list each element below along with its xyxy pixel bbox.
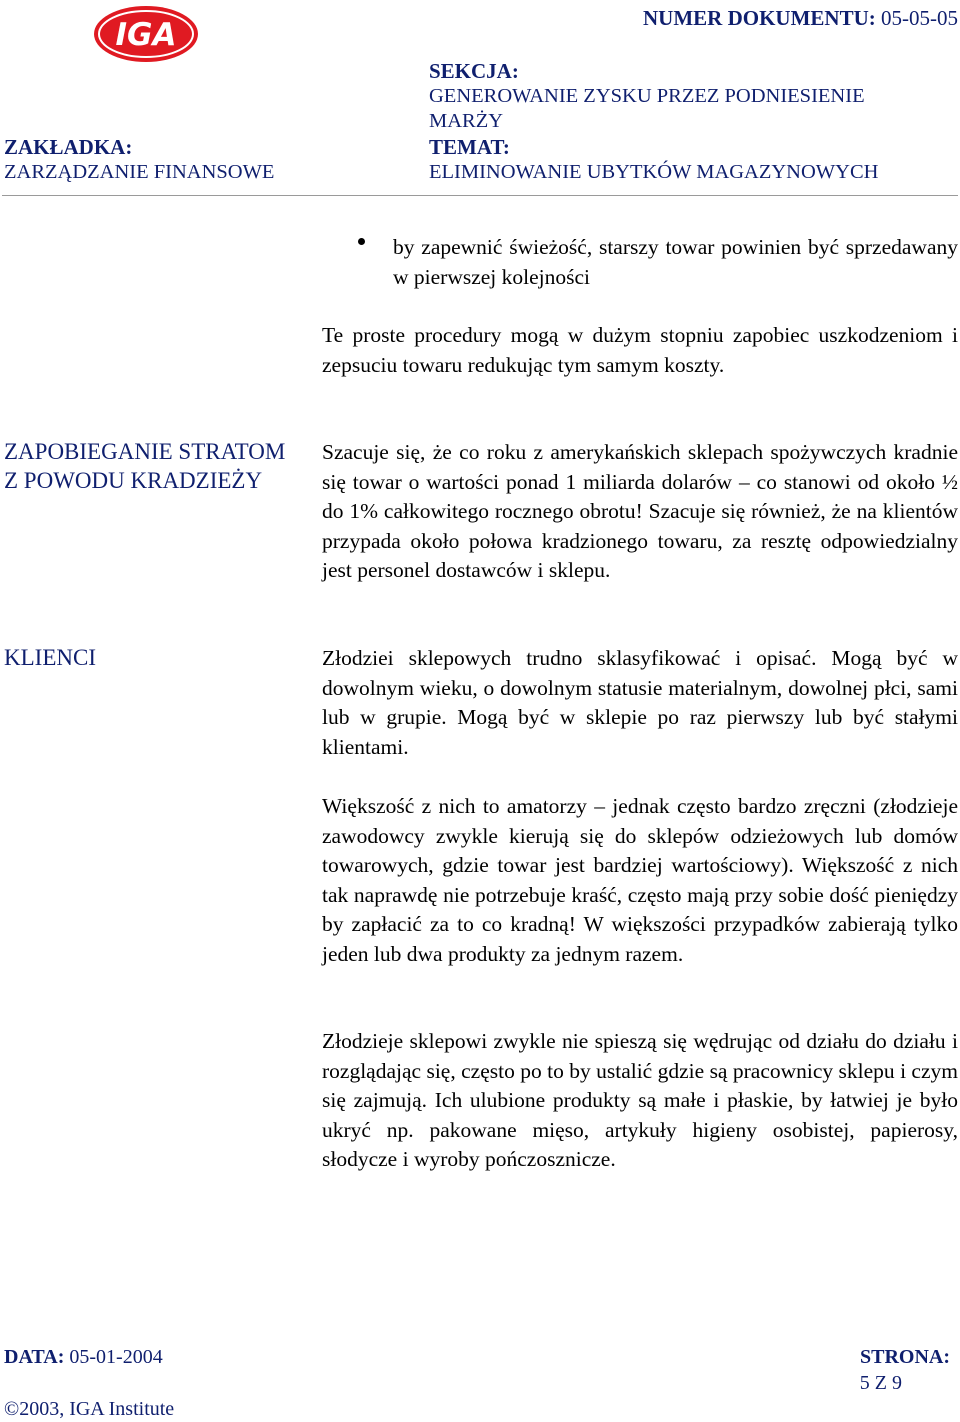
document-number: [643, 6, 958, 31]
section-value-line2: MARŻY: [429, 110, 504, 132]
paragraph-behavior: Złodzieje sklepowi zwykle nie spieszą się wędrując od działu do działu i rozglądając się, często po to by ustalić gdzie są pracownicy sklepu i czym się zajmują. Ich ulubione produkty są małe i płaskie, by łatwiej je było ukryć np. pakowane mięso, artykuły higieny osobistej, papierosy, słodycze i wyroby pończosznicze.: [322, 1029, 958, 1171]
document-number-value: 05-05-05: [881, 6, 958, 30]
svg-text:IGA: IGA: [115, 17, 177, 53]
footer-page-value: 5 Z 9: [859, 1372, 902, 1394]
tab-label: ZAKŁADKA:: [4, 135, 133, 159]
footer-date-value: 05-01-2004: [69, 1346, 163, 1368]
bullet-icon: [358, 238, 365, 245]
header-divider: [2, 195, 958, 196]
section-value-line1: GENEROWANIE ZYSKU PRZEZ PODNIESIENIE: [429, 85, 865, 107]
iga-logo: [92, 4, 200, 64]
sidebar-heading-theft: ZAPOBIEGANIE STRATOM Z POWODU KRADZIEŻY: [4, 439, 286, 493]
section-label: SEKCJA:: [429, 59, 519, 83]
footer-date: [4, 1345, 163, 1369]
paragraph-procedures: Te proste procedury mogą w dużym stopniu zapobiec uszkodzeniom i zepsuciu towaru redukując tym samym koszty.: [322, 323, 958, 377]
document-number-label: NUMER DOKUMENTU:: [643, 6, 876, 30]
topic-value: ELIMINOWANIE UBYTKÓW MAGAZYNOWYCH: [429, 161, 879, 183]
paragraph-theft-stats: Szacuje się, że co roku z amerykańskich sklepach spożywczych kradnie się towar o wartości ponad 1 miliarda dolarów – co stanowi od około ½ do 1% całkowitego rocznego obrotu! Szacuje się również, że na klientów przypada około połowa kradzionego towaru, za resztę odpowiedzialny jest personel dostawców i sklepu.: [322, 440, 958, 582]
paragraph-shoplifters: Złodziei sklepowych trudno sklasyfikować i opisać. Mogą być w dowolnym wieku, o dowolnym statusie materialnym, dowolnej płci, sami lub w grupie. Mogą być w sklepie po raz pierwszy lub być stałymi klientami.: [322, 646, 958, 759]
footer-page-label: STRONA:: [859, 1346, 950, 1368]
footer-copyright: ©2003, IGA Institute: [4, 1398, 175, 1420]
topic-label: TEMAT:: [429, 135, 510, 159]
tab-value: ZARZĄDZANIE FINANSOWE: [4, 161, 275, 183]
paragraph-amateurs: Większość z nich to amatorzy – jednak często bardzo zręczni (złodzieje zawodowcy zwykle kierują się do sklepów odzieżowych lub domów towarowych, gdzie towar jest bardziej wartościowy). Większość z nich tak naprawdę nie potrzebuje kraść, często mają przy sobie dość pieniędzy by zapłacić za to co kradną! W większości przypadków zabierają tylko jeden lub dwa produkty za jednym razem.: [322, 794, 958, 966]
footer-date-label: DATA:: [4, 1346, 65, 1368]
section-block: [429, 59, 519, 84]
bullet-item: by zapewnić świeżość, starszy towar powinien być sprzedawany w pierwszej kolejności: [393, 235, 958, 289]
sidebar-heading-customers: KLIENCI: [4, 645, 96, 670]
